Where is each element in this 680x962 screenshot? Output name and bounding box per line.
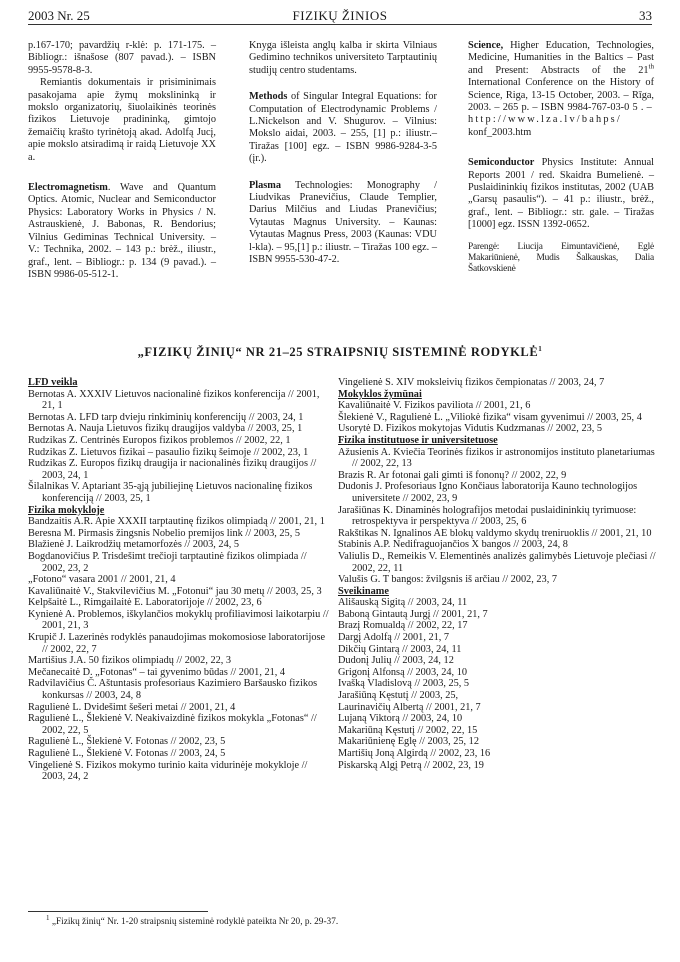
index-entry: Lujaną Viktorą // 2003, 24, 10 [338, 713, 463, 725]
entry-text: of Singular Integral Equations: for Computation of Electrodynamic Problems / L.Nickelson and V. Shugurov. – Vilnius: Mokslo aidai, 2003. – 255, [1] p.: iliustr.– Tiražas [100] egz. – ISBN 9986-9284-3-5 (įr.). [249, 91, 437, 165]
index-title-text: „FIZIKŲ ŽINIŲ“ NR 21–25 STRAIPSNIŲ SISTEMINĖ RODYKLĖ [137, 345, 539, 359]
index-entry: Piskarską Algį Petrą // 2002, 23, 19 [338, 759, 484, 771]
entry-text: International Conference on the History of Science, Riga, 13-15 October, 2003. – Rīga, 2003. – 265 p. – ISBN 9984-767-03-0 5 . [468, 77, 654, 114]
url-text: – http://www.lza.lv/bahps/ [468, 102, 654, 126]
footnote-divider [28, 911, 208, 912]
index-entry: Kynienė A. Problemos, iškylančios mokyklų profiliavimosi laikotarpiu // 2001, 21, 3 [28, 608, 329, 632]
index-entry: Kavaliūnaitė V. Fizikos paviliota // 2001, 21, 6 [338, 400, 531, 412]
index-entry: Rakštikas N. Ignalinos AE blokų valdymo skydų treniruoklis // 2001, 21, 10 [338, 527, 652, 539]
index-entry: Grigonį Alfonsą // 2003, 24, 10 [338, 666, 467, 678]
footnote-text: „Fizikų žinių“ Nr. 1-20 straipsnių sisteminė rodyklė pateikta Nr 20, p. 29-37. [51, 917, 339, 927]
compilers-note: Parengė: Liucija Eimuntavičienė, Eglė Makariūnienė, Mudis Šalkauskas, Dalia Šatkovskienė [468, 241, 654, 274]
index-entry: Bandzaitis A.R. Apie XXXII tarptautinę fizikos olimpiadą // 2001, 21, 1 [28, 516, 325, 528]
index-entry: Laurinavičių Albertą // 2001, 21, 7 [338, 701, 481, 713]
book-entry [249, 180, 437, 267]
page-number: 33 [639, 8, 652, 23]
index-entry: Bernotas A. LFD tarp dvieju rinkiminių konferencijų // 2003, 24, 1 [28, 411, 304, 423]
url-text: konf_2003.htm [468, 126, 532, 138]
index-entry: Šlekienė V., Ragulienė L. „Viliokė fizika“ visam gyvenimui // 2003, 25, 4 [338, 411, 642, 423]
index-entry: Blažienė J. Laikrodžių metamorfozės // 2003, 24, 5 [28, 539, 240, 551]
book-entry [468, 157, 654, 231]
index-section-heading: Mokyklos žymūnai [338, 388, 422, 400]
paragraph: Knyga išleista anglų kalba ir skirta Vilniaus Gedimino technikos universiteto Tarptautinių studijų centro studentams. [249, 40, 437, 76]
index-entry: Beresna M. Pirmasis žingsnis Nobelio premijos link // 2003, 25, 5 [28, 527, 300, 539]
index-entry: Vingelienė S. Fizikos mokymo turinio kaita vidurinėje mokykloje // 2003, 24, 2 [28, 759, 308, 783]
index-entry: Ragulienė L., Šlekienė V. Fotonas // 2002, 23, 5 [28, 736, 226, 748]
entry-keyword: Plasma [249, 179, 282, 191]
index-entry: Makariūną Kęstutį // 2002, 22, 15 [338, 724, 478, 736]
index-entry: Makariūnienę Eglę // 2003, 25, 12 [338, 736, 479, 748]
index-entry: Ragulienė L. Dvidešimt šešeri metai // 2001, 21, 4 [28, 701, 236, 713]
index-entry: Ivašką Vladislovą // 2003, 25, 5 [338, 678, 470, 690]
index-entry: Vingelienė S. XIV moksleivių fizikos čempionatas // 2003, 24, 7 [338, 377, 605, 388]
index-entry: Martišius J.A. 50 fizikos olimpiadų // 2002, 22, 3 [28, 655, 232, 667]
issue-label: 2003 Nr. 25 [28, 8, 90, 23]
index-entry: Kavaliūnaitė V., Stakvilevičius M. „Fotonui“ jau 30 metų // 2003, 25, 3 [28, 585, 322, 597]
entry-keyword: Electromagnetism [28, 182, 108, 194]
index-entry: Brazį Romualdą // 2002, 22, 17 [338, 620, 468, 632]
index-entry: Ališauską Sigitą // 2003, 24, 11 [338, 597, 468, 609]
index-entry: Dudonis J. Profesoriaus Igno Končiaus laboratorija Kauno technologijos universitete // 2002, 23, 9 [338, 481, 638, 504]
index-entry: Rudzikas Z. Europos fizikų draugija ir nacionalinės fizikų draugijos // 2003, 24, 1 [28, 458, 317, 481]
entry-text: . Wave and Quantum Optics. Atomic, Nuclear and Semiconductor Physics: Laboratory Works in Physics / N. Astrauskienė, J. Babonas, R. Bendorius; Vilnius Gediminas Technical University. – V.: Technika, 2002. – 143 p.: brėž., iliustr., graf., lent. – Bibliogr.: p. 134 (9 pavad.). – ISBN 9986-05-512-1. [28, 182, 216, 280]
footnote [46, 913, 339, 927]
index-entry: Kelpšaitė L., Rimgailaitė E. Laboratorijoje // 2002, 23, 6 [28, 597, 262, 609]
column-1 [28, 40, 216, 281]
index-entry: Radvilavičius Č. Aštuntasis profesoriaus Kazimiero Baršausko fizikos konkursas // 2003, 24, 8 [28, 678, 318, 702]
entry-text: Higher Education, Technologies, Medicine, Humanities in the Baltics – Past and Present: Abstracts of the 21 [468, 40, 654, 76]
index-entry: Bogdanovičius P. Trisdešimt trečioji tarptautinė fizikos olimpiada // 2002, 23, 2 [28, 550, 307, 574]
index-entry: Dikčių Gintarą // 2003, 24, 11 [338, 643, 462, 655]
index-entry: Rudzikas Z. Centrinės Europos fizikos problemos // 2002, 22, 1 [28, 434, 291, 446]
footnote-marker: 1 [538, 344, 543, 353]
index-entry: Valiulis D., Remeikis V. Elementinės analizės galimybės Lietuvoje plečiasi // 2002, 22, 11 [338, 550, 656, 574]
paragraph: p.167-170; pavardžių r-klė: p. 171-175. – Bibliogr.: išnašose (807 pavad.). – ISBN 9955-9578-8-3. [28, 40, 216, 76]
entry-keyword: Semiconductor [468, 157, 535, 169]
entry-keyword: Methods [249, 91, 288, 103]
index-entry: Šilalnikas V. Aptariant 35-ąją jubiliejinę Lietuvos nacionalinę fizikos konferenciją // 2003, 25, 1 [28, 481, 313, 504]
running-header [28, 6, 652, 25]
index-entry: Stabinis A.P. Nedifraguojančios X bangos // 2003, 24, 8 [338, 539, 568, 551]
footnote-marker: 1 [46, 913, 50, 922]
index-entry: Bernotas A. Nauja Lietuvos fizikų draugijos valdyba // 2003, 25, 1 [28, 423, 303, 435]
index-section-heading: Sveikiname [338, 585, 389, 597]
index-entry: Krupič J. Lazerinės rodyklės panaudojimas mokomosiose laboratorijose // 2002, 22, 7 [28, 632, 326, 655]
index-section-heading: Fizika institutuose ir universitetuose [338, 434, 498, 446]
entry-keyword: Science, [468, 40, 504, 51]
index-section-heading: LFD veikla [28, 377, 78, 388]
superscript: th [648, 62, 654, 71]
index-section-heading: Fizika mokykloje [28, 504, 105, 516]
book-entry [249, 91, 437, 165]
index-entry: Jarašiūnas K. Dinaminės holografijos metodai puslaidininkių tyrimuose: retrospektyva ir perspektyva // 2003, 25, 6 [338, 504, 637, 528]
index-column-right [338, 377, 656, 771]
index-column-left [28, 377, 330, 783]
index-entry: Usorytė D. Fizikos mokytojas Vidutis Kudzmanas // 2002, 23, 5 [338, 423, 603, 435]
column-2 [249, 40, 437, 267]
index-title [28, 345, 652, 360]
index-entry: Rudzikas Z. Lietuvos fizikai – pasaulio fizikų šeimoje // 2002, 23, 1 [28, 446, 309, 458]
index-entry: Jarašiūną Kęstutį // 2003, 25, [338, 690, 459, 702]
book-entry [468, 40, 654, 139]
book-entry [28, 182, 216, 281]
index-entry: Dudonį Julių // 2003, 24, 12 [338, 655, 454, 667]
index-entry: Mečanecaitė D. „Fotonas“ – tai gyvenimo būdas // 2001, 21, 4 [28, 666, 286, 678]
index-entry: Ažusienis A. Kviečia Teorinės fizikos ir astronomijos instituto planetariumas // 2002, 22, 13 [338, 446, 655, 470]
index-entry: Brazis R. Ar fotonai gali gimti iš fononų? // 2002, 22, 9 [338, 469, 567, 481]
column-3 [468, 40, 654, 275]
entry-text: Technologies: Monography / Liudvikas Pranevičius, Claude Templier, Darius Milčius and Liudas Pranevičius; Vytautas Magnus University. – Kaunas: Vytautas Magnus Press, 2003 (Kaunas: VDU l-kla). – 95,[1] p.: iliustr. – Tiražas 100 egz. – ISBN 9955-530-47-2. [249, 179, 437, 266]
index-entry: Ragulienė L., Šlekienė V. Neakivaizdinė fizikos mokykla „Fotonas“ // 2002, 22, 5 [28, 713, 317, 736]
paragraph: Remiantis dokumentais ir prisiminimais pasakojama apie žymų mokslininką ir mokslo organizatorių, šiuolaikinės teorinės fizikos Lietuvoje pradininką, gimtojo žemaičių krašto tyrinėtoją akad. Adolfą Jucį, apie mokslo atsiradimą ir raidą Lietuvoje XX a. [28, 77, 216, 163]
index-entry: Bernotas A. XXXIV Lietuvos nacionalinė fizikos konferencija // 2001, 21, 1 [28, 388, 320, 412]
index-entry: Dargį Adolfą // 2001, 21, 7 [338, 632, 450, 644]
index-entry: „Fotono“ vasara 2001 // 2001, 21, 4 [28, 574, 176, 586]
index-entry: Valušis G. T bangos: žvilgsnis iš arčiau // 2002, 23, 7 [338, 574, 557, 586]
journal-title: FIZIKŲ ŽINIOS [292, 8, 388, 23]
index-entry: Ragulienė L., Šlekienė V. Fotonas // 2003, 24, 5 [28, 748, 226, 759]
entry-text: Physics Institute: Annual Reports 2001 / red. Skaidra Bumelienė. – Puslaidininkių fizikos institutas, 2002 (UAB „Garsų pasaulis“). – 41 p.: iliustr., brėž., graf., lent. – Bibliogr.: str. gale. – Tiražas [1000] egz. ISSN 1392-0652. [468, 157, 654, 231]
index-entry: Martišių Joną Algirdą // 2002, 23, 16 [338, 748, 491, 759]
index-entry: Baboną Gintautą Jurgį // 2001, 21, 7 [338, 608, 488, 620]
